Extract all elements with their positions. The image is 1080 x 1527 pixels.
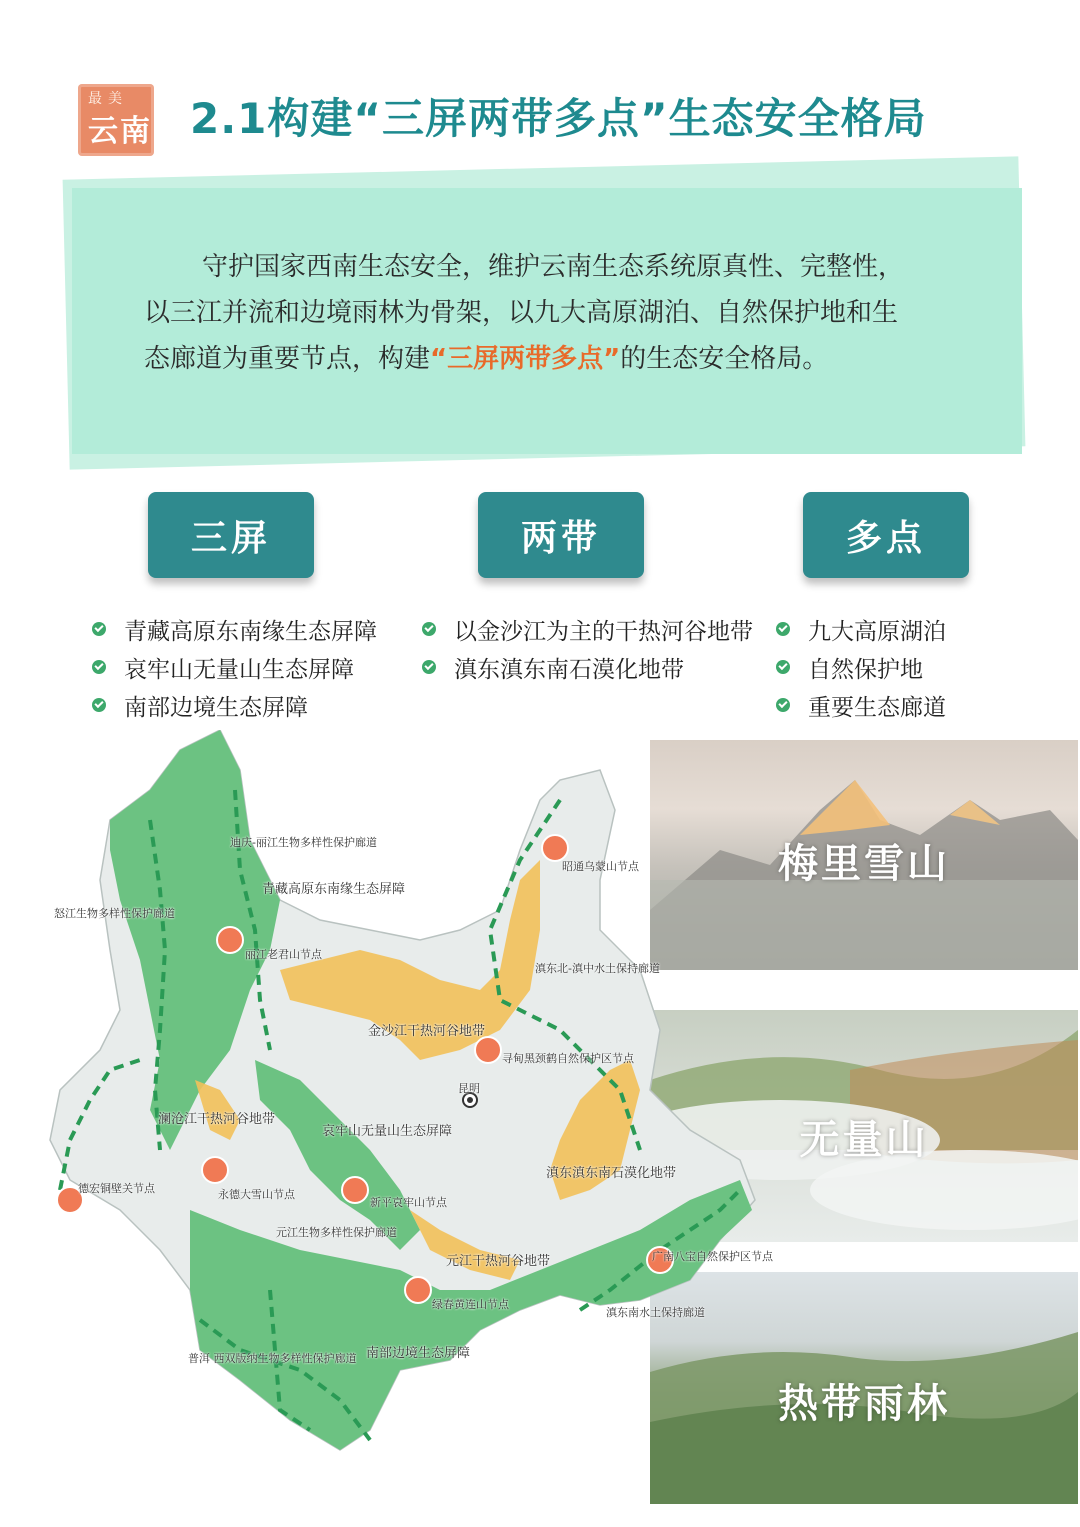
check-icon (92, 622, 106, 636)
intro-highlight: “三屏两带多点” (430, 344, 621, 374)
map-label: 德宏铜壁关节点 (78, 1182, 155, 1195)
list-belts (422, 610, 753, 686)
check-icon (92, 698, 106, 712)
list-item (92, 686, 377, 724)
map-label: 绿春黄连山节点 (432, 1298, 509, 1311)
map-label: 滇东滇东南石漠化地带 (546, 1166, 677, 1181)
map-label: 滇东南水土保持廊道 (606, 1306, 705, 1319)
intro-line-3-post: 的生态安全格局。 (620, 344, 829, 374)
map-label: 新平哀牢山节点 (370, 1196, 447, 1209)
map-label: 昭通乌蒙山节点 (562, 860, 639, 873)
intro-line-2: 以三江并流和边境雨林为骨架，以九大高原湖泊、自然保护地和生 (144, 298, 899, 328)
map-label: 金沙江干热河谷地带 (368, 1024, 486, 1039)
list-item (92, 648, 377, 686)
map-label: 滇东北-滇中水土保持廊道 (535, 962, 660, 975)
list-item-text: 滇东滇东南石漠化地带 (454, 656, 684, 683)
list-item (776, 610, 946, 648)
list-item (776, 686, 946, 724)
ecological-security-map (40, 730, 773, 1460)
list-item (422, 648, 753, 686)
check-icon (776, 660, 790, 674)
map-label: 青藏高原东南缘生态屏障 (262, 882, 406, 897)
map-label: 澜沧江干热河谷地带 (158, 1112, 276, 1127)
logo-badge (78, 84, 154, 156)
map-label: 元江生物多样性保护廊道 (276, 1226, 397, 1239)
map-label: 哀牢山无量山生态屏障 (322, 1124, 453, 1139)
node-lijiang-marker (217, 927, 243, 953)
node-xundian-marker (475, 1037, 501, 1063)
list-item (422, 610, 753, 648)
node-lvchun-marker (405, 1277, 431, 1303)
intro-line-1: 守护国家西南生态安全，维护云南生态系统原真性、完整性， (202, 252, 905, 282)
list-item-text: 以金沙江为主的干热河谷地带 (454, 618, 753, 645)
list-barriers (92, 610, 377, 724)
intro-line-3-pre: 态廊道为重要节点，构建 (144, 344, 431, 374)
list-item-text: 哀牢山无量山生态屏障 (124, 656, 354, 683)
category-multi-points: 多点 (803, 492, 969, 578)
logo-small-text: 最美 (88, 91, 128, 107)
node-xinping-marker (342, 1177, 368, 1203)
check-icon (92, 660, 106, 674)
list-item-text: 青藏高原东南缘生态屏障 (124, 618, 377, 645)
list-item-text: 九大高原湖泊 (808, 618, 946, 645)
check-icon (776, 698, 790, 712)
map-label: 元江干热河谷地带 (446, 1254, 551, 1269)
map-label: 南部边境生态屏障 (366, 1346, 471, 1361)
list-item-text: 重要生态廊道 (808, 694, 946, 721)
list-points (776, 610, 946, 724)
map-label: 普洱 西双版纳生物多样性保护廊道 (188, 1352, 357, 1365)
list-item-text: 自然保护地 (808, 656, 923, 683)
logo-big-text: 云南 (88, 114, 152, 149)
photo-caption: 无量山 (799, 1117, 929, 1163)
list-item (776, 648, 946, 686)
photo-caption: 梅里雪山 (778, 841, 950, 887)
category-three-barriers: 三屏 (148, 492, 314, 578)
photo-caption: 热带雨林 (778, 1381, 950, 1427)
map-label: 怒江生物多样性保护廊道 (54, 907, 175, 920)
map-label: 寻甸黑颈鹤自然保护区节点 (502, 1052, 634, 1065)
map-label: 广南八宝自然保护区节点 (652, 1250, 773, 1263)
list-item-text: 南部边境生态屏障 (124, 694, 308, 721)
map-label: 昆明 (458, 1082, 480, 1095)
check-icon (422, 660, 436, 674)
check-icon (776, 622, 790, 636)
page-title: 2.1构建“三屏两带多点”生态安全格局 (190, 94, 927, 143)
map-label: 丽江老君山节点 (245, 948, 322, 961)
intro-paragraph (144, 244, 954, 382)
category-two-belts: 两带 (478, 492, 644, 578)
list-item (92, 610, 377, 648)
check-icon (422, 622, 436, 636)
map-label: 永德大雪山节点 (218, 1188, 295, 1201)
map-label: 迪庆-丽江生物多样性保护廊道 (230, 836, 377, 849)
node-yongde-marker (202, 1157, 228, 1183)
